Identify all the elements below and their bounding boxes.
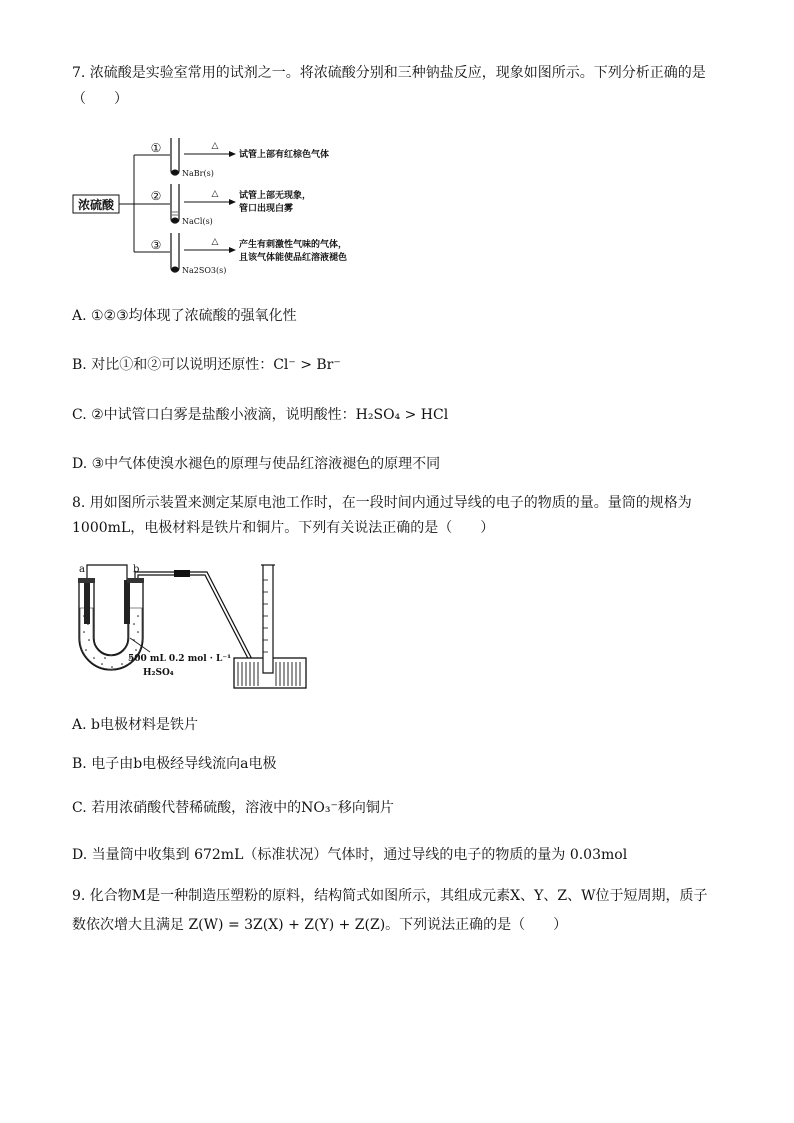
electrode-b (124, 580, 130, 624)
row1-number: ① (150, 141, 162, 155)
row1-heat: △ (211, 141, 219, 151)
row3-result-line1: 产生有刺激性气味的气体， (239, 240, 348, 250)
row2-number: ② (150, 189, 162, 203)
q7-stem-line1: 7. 浓硫酸是实验室常用的试剂之一。将浓硫酸分别和三种钠盐反应，现象如图所示。下列分析正确的是 (72, 65, 706, 81)
graduated-cylinder (263, 565, 273, 673)
q8-stem-line1: 8. 用如图所示装置来测定某原电池工作时，在一段时间内通过导线的电子的物质的量。量筒的规格为 (72, 495, 692, 511)
test-tube-2 (171, 184, 179, 223)
row3-salt: Na2SO3(s) (182, 266, 227, 275)
q7-option-b: B. 对比①和②可以说明还原性：Cl⁻ > Br⁻ (72, 357, 341, 373)
solution-label-line1: 500 mL 0.2 mol · L⁻¹ (128, 654, 232, 664)
solution-label-line2: H₂SO₄ (143, 668, 174, 678)
row3-number: ③ (150, 238, 162, 252)
q7-stem-line2: （ ） (72, 91, 128, 107)
row3-result-line2: 且该气体能使品红溶液褪色 (239, 253, 348, 263)
rubber-tube (174, 570, 190, 577)
row2-heat: △ (211, 189, 219, 199)
row1-salt: NaBr(s) (182, 169, 214, 178)
q8-stem-line2: 1000mL，电极材料是铁片和铜片。下列有关说法正确的是（ ） (72, 520, 495, 536)
q9-stem-line2: 数依次增大且满足 Z(W) = 3Z(X) + Z(Y) + Z(Z)。下列说法正确的是（ ） (72, 917, 568, 933)
row1-result: 试管上部有红棕色气体 (239, 150, 330, 160)
q8-option-c: C. 若用浓硝酸代替稀硫酸，溶液中的NO₃⁻移向铜片 (72, 800, 394, 816)
row3-heat: △ (211, 237, 219, 247)
q7-option-a: A. ①②③均体现了浓硫酸的强氧化性 (72, 308, 297, 324)
row2-result-line2: 管口出现白雾 (239, 204, 294, 214)
q9-stem-line1: 9. 化合物M是一种制造压塑粉的原料，结构简式如图所示，其组成元素X、Y、Z、W位于短周期，质子 (72, 888, 708, 904)
row2-salt: NaCl(s) (182, 217, 213, 226)
electrode-a-label: a (79, 564, 85, 575)
row2-result-line1: 试管上部无现象， (239, 191, 312, 201)
q7-option-d: D. ③中气体使溴水褪色的原理与使品红溶液褪色的原理不同 (72, 456, 441, 472)
test-tube-3 (171, 233, 179, 272)
q8-option-a: A. b电极材料是铁片 (72, 717, 198, 733)
electrode-a (84, 580, 90, 624)
q8-option-d: D. 当量筒中收集到 672mL（标准状况）气体时，通过导线的电子的物质的量为 0.03mol (72, 847, 628, 863)
q7-option-c: C. ②中试管口白雾是盐酸小液滴，说明酸性：H₂SO₄ > HCl (72, 407, 449, 423)
reagent-label: 浓硫酸 (77, 198, 115, 212)
q7-figure (70, 134, 400, 284)
q8-figure (72, 558, 322, 693)
u-tube-inner (94, 578, 128, 655)
electrode-b-label: b (133, 564, 140, 575)
q8-option-b: B. 电子由b电极经导线流向a电极 (72, 756, 277, 772)
test-tube-1 (171, 138, 179, 175)
